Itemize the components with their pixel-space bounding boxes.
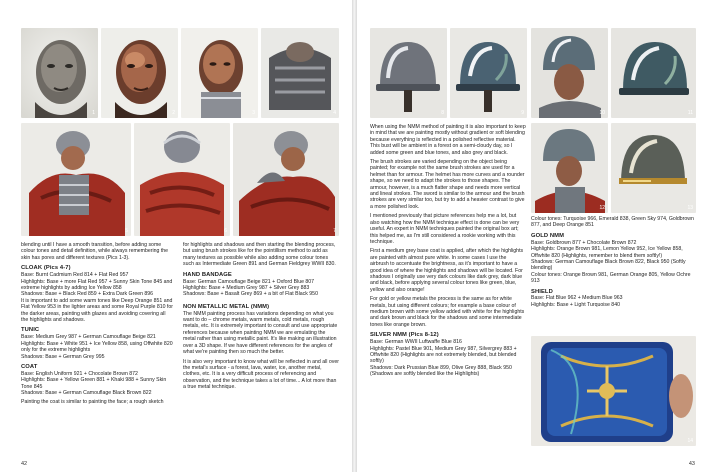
bust-photo-12 (531, 123, 608, 213)
photo-14-shield (531, 336, 696, 446)
gold-metals-paragraph: For gold or yellow metals the process is the same as for white metals, but using different colours; for example a base colour of medium brown with some yellow added with white for the highlights and dark brown and black for the shadows and some intermediate tones like orange brown. (370, 296, 525, 328)
nmm-heading: NON METALLIC METAL (NMM) (183, 303, 270, 310)
photo-9-helmet (450, 28, 527, 118)
cloak-base: Base: Burnt Cadmium Red 814 + Flat Red 957 (21, 272, 129, 279)
cloak-paragraph: It is important to add some warm tones like Deep Orange 851 and Flat Yellow 953 in the lighter areas and some Royal Purple 810 for the darker areas, painting with glazes and avoiding covering all the highlights and shadows. (21, 297, 173, 323)
photo-4-armour-sketch (261, 28, 339, 118)
photo-number: 9 (521, 110, 524, 116)
armour-photo-4 (261, 28, 339, 118)
helmet-photo-9 (450, 28, 527, 118)
gold-highlights: Highlights: Orange Brown 981, Lemon Yellow 952, Ice Yellow 858, Offwhite 820 (Highlights, remember to blend them softly!) (531, 246, 683, 259)
bandage-base: Base: German Camouflage Beige 821 + Oxford Blue 807 (183, 278, 315, 285)
photo-number: 8 (441, 110, 444, 116)
photo-number: 10 (599, 110, 605, 116)
helmet-photo-11 (611, 28, 696, 118)
bust-photo-7 (233, 123, 339, 236)
brush-strokes-paragraph: The brush strokes are varied depending on the object being painted; for example not the same brush strokes are used for a helmet than for armour. The helmet has more curves and a rounder shape, so we need to adapt the strokes to those shapes. The armour, however, is a much flatter shape and needs more vertical and lineal strokes. The sword is similar to the armour and the brush strokes are very similar too, but try to add a heavier contrast to give a more polished look. (370, 159, 525, 210)
shield-heading: SHIELD (531, 288, 553, 295)
photo-number: 4 (333, 110, 336, 116)
photo-number: 11 (687, 110, 693, 116)
hand-bandage-heading: HAND BANDAGE (183, 271, 232, 278)
gold-shadows: Shadows: German Camouflage Black Brown 822, Black 950 (Softly blending) (531, 258, 686, 272)
intro-paragraph: blending until I have a smooth transition, before adding some colour tones and detail definition, while always remembering the skin has pores and different textures (Pics 1-3). (21, 242, 169, 261)
photo-number: 6 (224, 228, 227, 234)
photo-number: 14 (687, 438, 693, 444)
photo-6-bust-back (134, 123, 230, 236)
silver-highlights: Highlights: Pastel Blue 901, Medium Grey 987, Silvergrey 883 + Offwhite 820 (Highlights are not extremely blended, but blended softly) (370, 345, 517, 365)
shield-photo-14 (531, 336, 696, 446)
nmm-paragraph: The NMM painting process has variations depending on what you want to do – chrome metals, warm metals, cold metals, rough metals, etc. It is extremely important to consult and use appropriate references because when painting NMM we are emulating the metal rather than using metallic paint. It's like making an illustration over a 3D shape. If we have different references for the angles of what we're painting then so much the better. (183, 310, 338, 356)
photo-7-bust-side (233, 123, 339, 236)
shield-base: Base: Flat Blue 962 + Medium Blue 963 (531, 295, 623, 302)
photo-11-helmet-side (611, 28, 696, 118)
silver-nmm-heading: SILVER NMM (Pics 8-12) (370, 332, 439, 339)
tunic-heading: TUNIC (21, 327, 40, 334)
gold-colour-tones: Colour tones: Orange Brown 981, German Orange 805, Yellow Ochre 913 (531, 271, 691, 285)
right-text-column-1 (370, 124, 526, 378)
bust-photo-6 (134, 123, 230, 236)
shield-highlights: Highlights: Base + Light Turquoise 840 (531, 301, 620, 308)
coat-highlights: Highlights: Base + Yellow Green 881 + Khaki 988 + Sunny Skin Tone 845 (21, 377, 167, 390)
photo-number: 5 (125, 228, 128, 234)
photo-number: 3 (252, 110, 255, 116)
tunic-highlights: Highlights: Base + White 951 + Ice Yellow 858, using Offwhite 820 only for the extreme highlights (21, 340, 173, 354)
face-photo-2 (101, 28, 178, 118)
cloak-shadows: Shadows: Base + Black Red 859 + Extra Dark Green 896 (21, 291, 154, 298)
photo-number: 1 (92, 110, 95, 116)
page-number-right: 43 (688, 461, 695, 467)
left-page (0, 0, 352, 472)
references-paragraph: I mentioned previously that picture references help me a lot, but also watching how the NMM technique effect is done can be very useful. An expert in NMM techniques painted the original box art; this helped me, as I'm still considered a rookie working with this technique. (370, 213, 520, 245)
colour-tones-caption: Colour tones: Turquoise 966, Emerald 838, Green Sky 974, Goldbrown 877, and Deep Orange 851 (531, 216, 694, 229)
gold-nmm-heading: GOLD NMM (531, 232, 564, 239)
nmm-gradient-paragraph: When using the NMM method of painting it is also important to keep in mind that we are painting mostly without gradient or soft blending because everything is reflected in a polished reflective material. This bust will be ambient in a forest on a semi-cloudy day, so I added some green and blue tones, and also grey and black. (370, 124, 526, 156)
photo-10-helmet-bust (531, 28, 608, 118)
right-text-column-2 (531, 216, 696, 308)
coat-continued-paragraph: for highlights and shadows and then starting the blending process, but using brush strokes like for the pointillism method to add as many textures as possible while also adding some colour tones such as Intermediate Green 891 and German Fieldgrey WWII 830. (183, 242, 336, 268)
face-photo-3 (181, 28, 258, 118)
coat-base: Base: English Uniform 921 + Chocolate Brown 872 (21, 370, 138, 377)
gold-base: Base: Goldbrown 877 + Chocolate Brown 872 (531, 239, 637, 246)
left-text-column-1 (21, 242, 173, 409)
photo-number: 12 (599, 205, 605, 211)
page-number-left: 42 (21, 461, 28, 467)
cloak-highlights: Highlights: Base + more Flat Red 957 + Sunny Skin Tone 845 and extreme highlights by adding Ice Yellow 858 (21, 278, 173, 291)
tunic-shadows: Shadows: Base + German Grey 995 (21, 353, 105, 360)
coat-shadows: Shadows: Base + German Camouflage Black Brown 822 (21, 390, 152, 397)
bust-photo-5 (21, 123, 131, 236)
cloak-heading: CLOAK (Pics 4-7) (21, 265, 71, 272)
photo-3-face-detail (181, 28, 258, 118)
photo-number: 2 (172, 110, 175, 116)
base-coat-paragraph: First a medium grey base coat is applied, after which the highlights are painted with almost pure white. In some cases I use the airbrush to accentuate the brightness, as it's important to have a good idea of where the highlights and shadows will be located. For shadows I originally use very dark colours like dark grey, dark blue and black, before applying several colour tones like green, blue, yellow and also orange! (370, 248, 524, 293)
right-page (357, 0, 709, 472)
silver-shadows: Shadows: Dark Prussian Blue 899, Olive Grey 888, Black 950 (Shadows are softly blended like the Highlights) (370, 364, 512, 378)
left-text-column-2 (183, 242, 339, 394)
coat-heading: COAT (21, 363, 38, 370)
silver-base: Base: German WWII Luftwaffe Blue 816 (370, 339, 462, 346)
face-photo-1 (21, 28, 98, 118)
photo-12-bust-armour (531, 123, 608, 213)
nmm-paragraph-2: It is also very important to know what will be reflected in and all over the metal's surface - a forest, lava, water, ice, another metal, clothes, etc. It is a very difficult process of referencing and observation, and the technique takes a lot of time... A lot more than a true metal technique. (183, 358, 339, 391)
tunic-base: Base: Medium Grey 987 + German Camouflage Beige 821 (21, 334, 156, 341)
photo-13-gold-helmet (611, 123, 696, 213)
photo-8-helmet (370, 28, 447, 118)
photo-number: 7 (333, 228, 336, 234)
coat-paragraph: Painting the coat is similar to painting the face; a rough sketch (21, 399, 164, 406)
photo-5-bust-front (21, 123, 131, 236)
helmet-photo-10 (531, 28, 608, 118)
photo-1-face-sketch (21, 28, 98, 118)
bandage-shadows: Shadows: Base + Basalt Grey 869 + a bit of Flat Black 950 (183, 291, 318, 298)
photo-2-face-colour (101, 28, 178, 118)
helmet-photo-13 (611, 123, 696, 213)
bandage-highlights: Highlights: Base + Medium Grey 987 + Silver Grey 883 (183, 284, 310, 291)
helmet-photo-8 (370, 28, 447, 118)
photo-number: 13 (687, 205, 693, 211)
